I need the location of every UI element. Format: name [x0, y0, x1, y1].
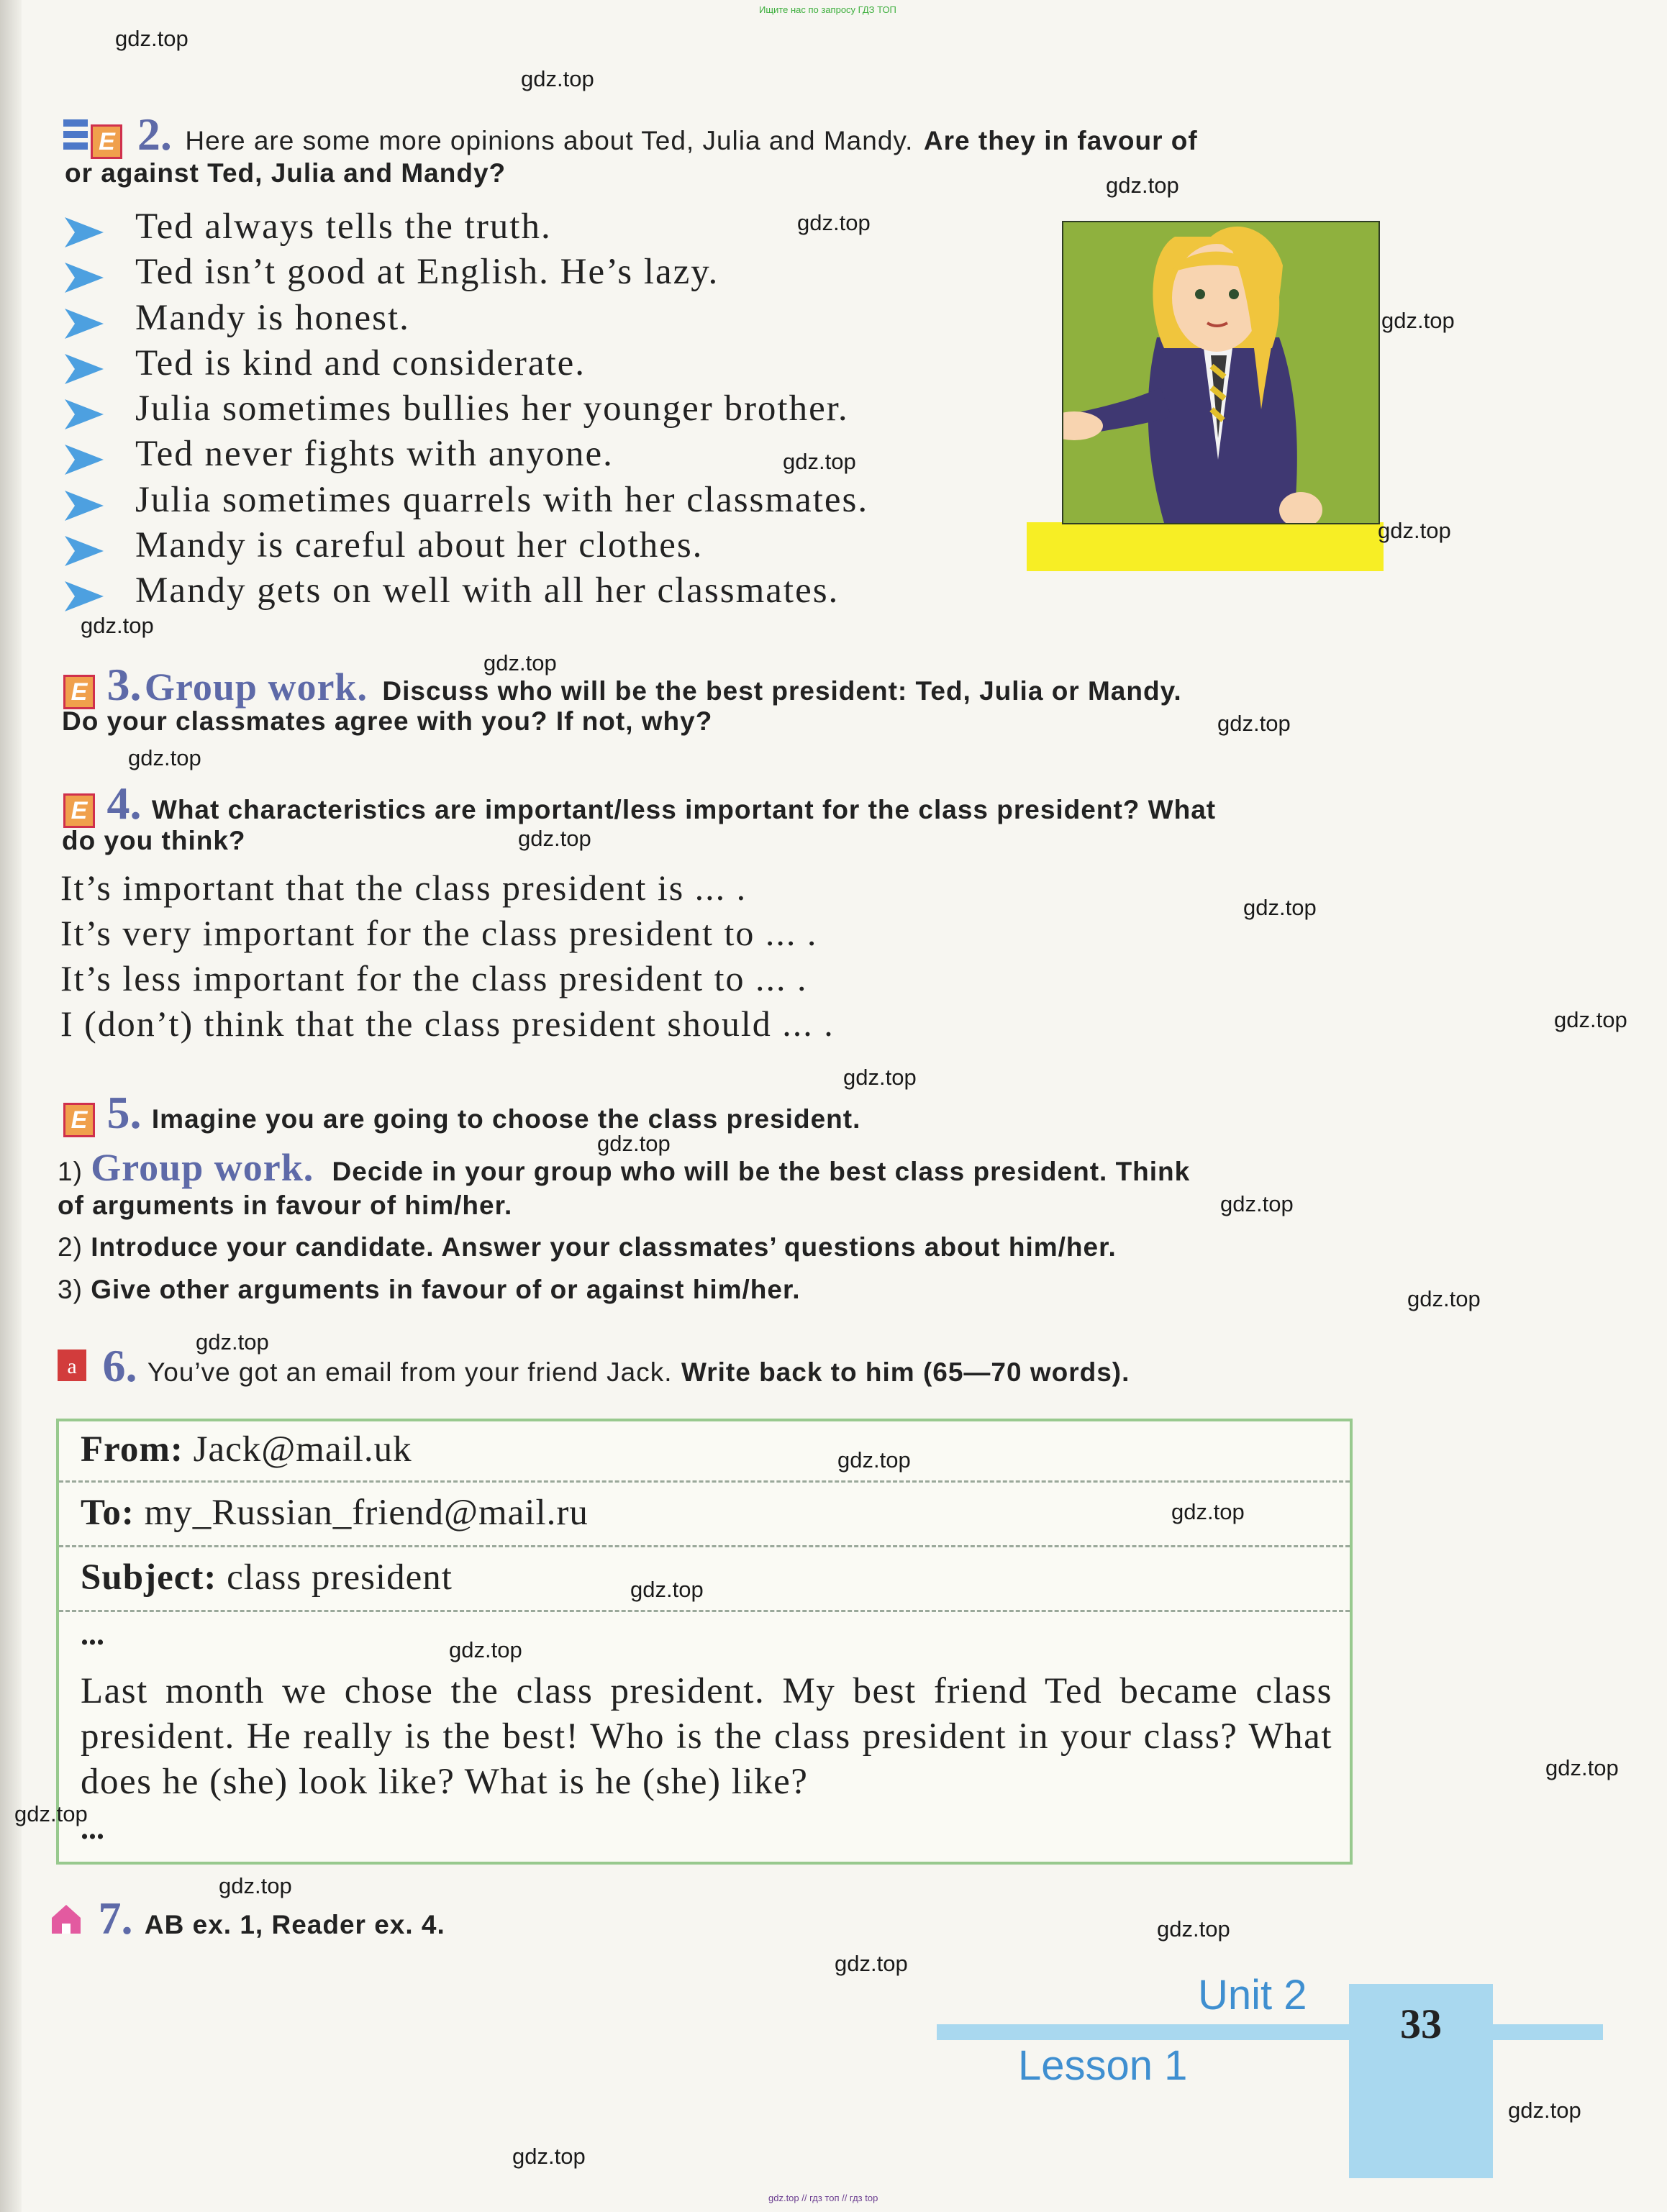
phrase: It’s important that the class president is ... .	[60, 868, 748, 908]
arrow-icon	[65, 263, 104, 293]
watermark: gdz.top	[1217, 711, 1291, 736]
textbook-page: Ищите нас по запросу ГДЗ ТОП E 2. Here are some more opinions about Ted, Julia and Mandy. Are they in favour of or against Ted, Julia and Mandy? Ted always tells the truth. Ted isn’t good at English. He’s lazy. Mandy is honest. Ted is kind and considerate. Julia sometimes bullies her younger brother. Ted never fights with anyone. Julia sometimes quarrels with her classmates. Mandy is careful about her clothes. Mandy gets on well with all her classmates. E 3. Group work. Discuss who will be the best president: Ted, Julia or Mandy. Do your classmates agree with you? If not, why? E 4. What characteristics are important/less important for the class president? What do you think? It’s important that the class president is ... . It’s very important for the class president to ... . It’s less important for the class president to ... . I (don’t) think that the class president should ... . E 5. Imagine you are going to choose the class president. 1) Group work. Decide in your group who will be the best class president. Think of arguments in favour of him/her. 2) Introduce your candidate. Answer your classmates’ questions about him/her. 3) Give other arguments in favour of or against him/her. a 6. You’ve got an email from your friend Jack. Write back to him (65—70 words). From: Jack@mail.uk To: my_Russian_friend@mail.ru Subject: class president ... Last month we chose the class president. My best friend Ted became class president. He really is the best! Who is the class president in your class? What does he (she) look like? What is he (she) like? ... 7. AB ex. 1, Reader ex. 4. 33 Unit 2 Lesson 1 gdz.top gdz.top gdz.top gdz.top gdz.top gdz.top gdz.top gdz.top gdz.top gdz.top gdz.top gdz.top gdz.top gdz.top gdz.top gdz.top gdz.top gdz.top gdz.top gdz.top gdz.top gdz.top gdz.top gdz.top gdz.top gdz.top gdz.top gdz.top gdz.top gdz.top gdz.top // гдз топ // гдз top	[0, 0, 1667, 2212]
watermark: gdz.top	[449, 1637, 522, 1662]
lesson-label: Lesson 1	[1018, 2042, 1188, 2089]
group-work-label: Group work.	[91, 1146, 314, 1189]
watermark: gdz.top	[1106, 173, 1179, 198]
watermark: gdz.top	[783, 449, 856, 474]
arrow-icon	[65, 581, 104, 611]
watermark: gdz.top	[81, 613, 154, 638]
phrase: It’s less important for the class president to ... .	[60, 958, 808, 998]
watermark: gdz.top	[1407, 1286, 1481, 1311]
exercise-4-header	[63, 777, 1216, 830]
email-subject: Subject: class president	[81, 1557, 453, 1598]
exercise-instruction: Imagine you are going to choose the class president.	[151, 1104, 861, 1134]
subtask-2: 2) Introduce your candidate. Answer your classmates’ questions about him/her.	[58, 1232, 1117, 1262]
email-from: From: Jack@mail.uk	[81, 1429, 412, 1470]
watermark: gdz.top	[1554, 1007, 1627, 1032]
subtask-3: 3) Give other arguments in favour of or against him/her.	[58, 1275, 801, 1304]
exercise-task: Write back to him (65—70 words).	[681, 1357, 1130, 1387]
exercise-number: 6.	[102, 1340, 137, 1391]
writing-icon	[58, 1349, 86, 1381]
e-icon: E	[91, 124, 122, 159]
girl-illustration	[1062, 221, 1380, 524]
watermark: gdz.top	[1243, 895, 1317, 920]
watermark: gdz.top	[1508, 2098, 1581, 2123]
ellipsis: ...	[81, 1811, 104, 1846]
divider	[59, 1480, 1350, 1483]
exercise-2-header	[63, 108, 1198, 161]
exercise-instruction-cont: do you think?	[62, 826, 246, 855]
watermark: gdz.top	[1171, 1499, 1245, 1524]
page-edge-shadow	[0, 0, 22, 2212]
watermark: gdz.top	[518, 826, 591, 851]
arrow-icon	[65, 491, 104, 521]
svg-text:a: a	[67, 1355, 77, 1378]
watermark: gdz.top	[797, 210, 871, 235]
arrow-icon	[65, 445, 104, 475]
exercise-5-header	[63, 1086, 860, 1139]
exercise-intro: Here are some more opinions about Ted, Julia and Mandy.	[185, 126, 914, 155]
subtask-1: 1) Group work. Decide in your group who will be the best class president. Think	[58, 1146, 1191, 1189]
divider	[59, 1610, 1350, 1612]
watermark: gdz.top	[512, 2144, 586, 2169]
watermark: gdz.top	[630, 1577, 704, 1602]
watermark: gdz.top	[115, 26, 188, 51]
footer-bar	[937, 2024, 1603, 2040]
watermark: gdz.top	[1157, 1916, 1230, 1942]
top-note: Ищите нас по запросу ГДЗ ТОП	[759, 4, 896, 15]
ellipsis: ...	[81, 1616, 104, 1652]
bottom-note: gdz.top // гдз топ // гдз top	[768, 2193, 878, 2203]
exercise-number: 4.	[106, 778, 142, 829]
page-number: 33	[1400, 2001, 1442, 2047]
watermark: gdz.top	[196, 1329, 269, 1355]
phrase: I (don’t) think that the class president should ... .	[60, 1003, 835, 1044]
watermark: gdz.top	[219, 1873, 292, 1898]
email-body: Last month we chose the class president. My best friend Ted became class president. He really is the best! Who is the class president in your class? What does he (she) look like? What is he (she) like?	[81, 1671, 1332, 1802]
arrow-icon	[65, 354, 104, 384]
e-icon: E	[63, 793, 95, 828]
exercise-intro: You’ve got an email from your friend Jack.	[147, 1357, 673, 1387]
e-icon: E	[63, 675, 95, 709]
unit-label: Unit 2	[1198, 1972, 1307, 2018]
exercise-instruction: Discuss who will be the best president: Ted, Julia or Mandy.	[382, 676, 1182, 706]
watermark: gdz.top	[837, 1447, 911, 1473]
exercise-instruction: What characteristics are important/less important for the class president? What	[151, 795, 1217, 824]
watermark: gdz.top	[597, 1131, 671, 1156]
arrow-icon	[65, 536, 104, 566]
phrase: It’s very important for the class president to ... .	[60, 913, 818, 953]
exercise-text: AB ex. 1, Reader ex. 4.	[144, 1910, 445, 1939]
exercise-number: 3.	[106, 659, 142, 710]
exercise-question: Are they in favour of	[923, 126, 1198, 155]
watermark: gdz.top	[1545, 1755, 1619, 1780]
arrow-icon	[65, 399, 104, 429]
divider	[59, 1545, 1350, 1547]
watermark: gdz.top	[483, 650, 557, 675]
watermark: gdz.top	[14, 1801, 88, 1826]
watermark: gdz.top	[835, 1951, 908, 1976]
exercise-3-header	[63, 658, 1182, 711]
home-icon	[50, 1902, 82, 1934]
group-work-label: Group work.	[144, 665, 368, 709]
watermark: gdz.top	[521, 66, 594, 91]
email-to: To: my_Russian_friend@mail.ru	[81, 1493, 589, 1533]
exercise-question-cont: or against Ted, Julia and Mandy?	[65, 158, 507, 188]
exercise-number: 5.	[106, 1087, 142, 1138]
arrow-icon	[65, 309, 104, 339]
highlight-strip	[1027, 522, 1384, 571]
exercise-instruction-cont: Do your classmates agree with you? If not, why?	[62, 706, 713, 736]
exercise-number: 7.	[98, 1893, 133, 1944]
email-box	[56, 1419, 1353, 1865]
watermark: gdz.top	[128, 745, 201, 770]
watermark: gdz.top	[1220, 1191, 1294, 1216]
e-icon: E	[63, 1103, 95, 1137]
watermark: gdz.top	[1381, 308, 1455, 333]
exercise-number: 2.	[137, 109, 172, 160]
arrow-icon	[65, 217, 104, 247]
exercise-7-header	[50, 1892, 445, 1945]
watermark: gdz.top	[843, 1065, 917, 1090]
watermark: gdz.top	[1378, 518, 1451, 543]
reading-icon	[63, 119, 88, 150]
subtask-1-cont: of arguments in favour of him/her.	[58, 1191, 513, 1220]
